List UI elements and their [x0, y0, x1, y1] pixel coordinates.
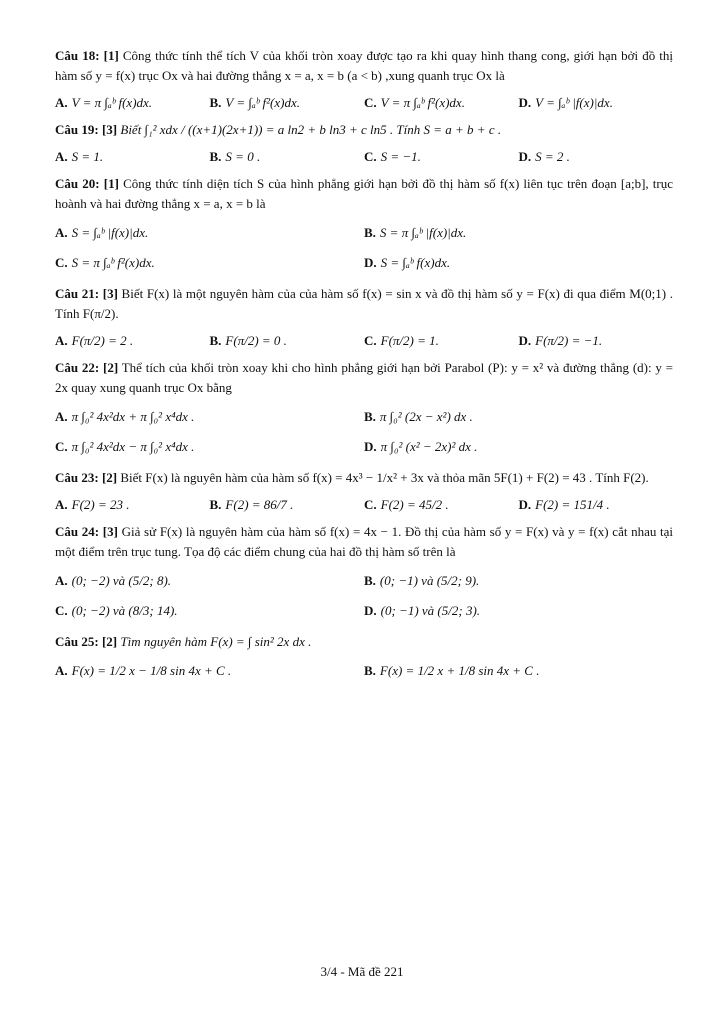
option-d[interactable]: D. S = 2 . — [518, 149, 570, 164]
options — [55, 566, 673, 626]
page-footer: 3/4 - Mã đề 221 — [320, 964, 404, 979]
question-label: Câu 25: — [55, 634, 99, 649]
question-label: Câu 24: — [55, 524, 100, 539]
question-text: Tìm nguyên hàm F(x) = ∫ sin² 2x dx . — [120, 634, 312, 649]
option-b[interactable]: B. V = ∫ₐᵇ f²(x)dx. — [209, 95, 300, 110]
difficulty-level: [3] — [102, 286, 118, 301]
option-a[interactable]: A. F(2) = 23 . — [55, 497, 130, 512]
difficulty-level: [1] — [103, 48, 119, 63]
options — [55, 494, 673, 516]
question-label: Câu 21: — [55, 286, 100, 301]
option-a[interactable]: A. (0; −2) và (5/2; 8). — [55, 573, 172, 588]
option-b[interactable]: B. π ∫₀² (2x − x²) dx . — [364, 409, 473, 424]
difficulty-level: [2] — [101, 470, 118, 485]
option-b[interactable]: B. F(x) = 1/2 x + 1/8 sin 4x + C . — [364, 663, 540, 678]
options — [55, 146, 673, 168]
question-text: Thể tích của khối tròn xoay khi cho hình phẳng giới hạn bởi Parabol (P): y = x² và đường thẳng (d): y = 2x quay xung quanh trục Ox bằng — [55, 360, 673, 395]
option-a[interactable]: A. π ∫₀² 4x²dx + π ∫₀² x⁴dx . — [55, 409, 195, 424]
options — [55, 218, 673, 278]
question-text: Công thức tính diện tích S của hình phẳng giới hạn bởi đồ thị hàm số f(x) liên tục trên đoạn [a;b], trục hoành và hai đường thẳng x = a, x = b là — [55, 176, 674, 211]
option-b[interactable]: B. F(2) = 86/7 . — [209, 497, 294, 512]
option-d[interactable]: D. π ∫₀² (x² − 2x)² dx . — [364, 439, 478, 454]
option-c[interactable]: C. V = π ∫ₐᵇ f²(x)dx. — [364, 95, 465, 110]
option-a[interactable]: A. V = π ∫ₐᵇ f(x)dx. — [55, 95, 153, 110]
option-b[interactable]: B. (0; −1) và (5/2; 9). — [364, 573, 480, 588]
question-25 — [55, 632, 673, 686]
question-text: Biết ∫₁² xdx / ((x+1)(2x+1)) = a ln2 + b ln3 + c ln5 . Tính S = a + b + c . — [120, 122, 502, 137]
option-c[interactable]: C. S = −1. — [364, 149, 421, 164]
question-label: Câu 18: — [55, 48, 100, 63]
option-d[interactable]: D. V = ∫ₐᵇ |f(x)|dx. — [518, 95, 613, 110]
difficulty-level: [1] — [103, 176, 119, 191]
option-a[interactable]: A. S = 1. — [55, 149, 104, 164]
options — [55, 656, 673, 686]
difficulty-level: [3] — [102, 524, 118, 539]
option-c[interactable]: C. (0; −2) và (8/3; 14). — [55, 603, 178, 618]
question-text: Công thức tính thể tích V của khối tròn xoay được tạo ra khi quay hình thang cong, giới hạn bởi đồ thị hàm số y = f(x) trục Ox và hai đường thẳng x = a, x = b (a < b) ,xung quanh trục Ox là — [55, 48, 674, 83]
question-label: Câu 23: — [55, 470, 99, 485]
question-22 — [55, 358, 673, 462]
exam-page — [55, 46, 673, 692]
difficulty-level: [2] — [103, 360, 119, 375]
question-text: Biết F(x) là nguyên hàm của hàm số f(x) = 4x³ − 1/x² + 3x và thỏa mãn 5F(1) + F(2) = 43 . Tính F(2). — [120, 470, 649, 485]
question-label: Câu 19: — [55, 122, 99, 137]
question-text: Giả sử F(x) là nguyên hàm của hàm số f(x) = 4x − 1. Đồ thị của hàm số y = F(x) và y = f(x) cắt nhau tại một điểm trên trục tung. Tọa độ các điểm chung của hai đồ thị hàm số trên là — [55, 524, 674, 559]
option-b[interactable]: B. S = π ∫ₐᵇ |f(x)|dx. — [364, 225, 467, 240]
option-c[interactable]: C. F(2) = 45/2 . — [364, 497, 449, 512]
question-text: Biết F(x) là một nguyên hàm của của hàm số f(x) = sin x và đồ thị hàm số y = F(x) đi qua điểm M(0;1) . Tính F(π/2). — [55, 286, 674, 321]
option-c[interactable]: C. π ∫₀² 4x²dx − π ∫₀² x⁴dx . — [55, 439, 195, 454]
options — [55, 92, 673, 114]
options — [55, 402, 673, 462]
question-21 — [55, 284, 673, 352]
question-24 — [55, 522, 673, 626]
option-d[interactable]: D. (0; −1) và (5/2; 3). — [364, 603, 481, 618]
option-b[interactable]: B. S = 0 . — [209, 149, 261, 164]
option-c[interactable]: C. S = π ∫ₐᵇ f²(x)dx. — [55, 255, 155, 270]
options — [55, 330, 673, 352]
question-23 — [55, 468, 673, 516]
option-d[interactable]: D. F(2) = 151/4 . — [518, 497, 610, 512]
question-18 — [55, 46, 673, 114]
option-b[interactable]: B. F(π/2) = 0 . — [209, 333, 287, 348]
question-label: Câu 22: — [55, 360, 100, 375]
option-a[interactable]: A. S = ∫ₐᵇ |f(x)|dx. — [55, 225, 149, 240]
option-d[interactable]: D. S = ∫ₐᵇ f(x)dx. — [364, 255, 451, 270]
option-a[interactable]: A. F(π/2) = 2 . — [55, 333, 134, 348]
option-d[interactable]: D. F(π/2) = −1. — [518, 333, 603, 348]
question-20 — [55, 174, 673, 278]
difficulty-level: [3] — [101, 122, 118, 137]
option-a[interactable]: A. F(x) = 1/2 x − 1/8 sin 4x + C . — [55, 663, 232, 678]
option-c[interactable]: C. F(π/2) = 1. — [364, 333, 439, 348]
difficulty-level: [2] — [101, 634, 118, 649]
question-label: Câu 20: — [55, 176, 100, 191]
question-19 — [55, 120, 673, 168]
